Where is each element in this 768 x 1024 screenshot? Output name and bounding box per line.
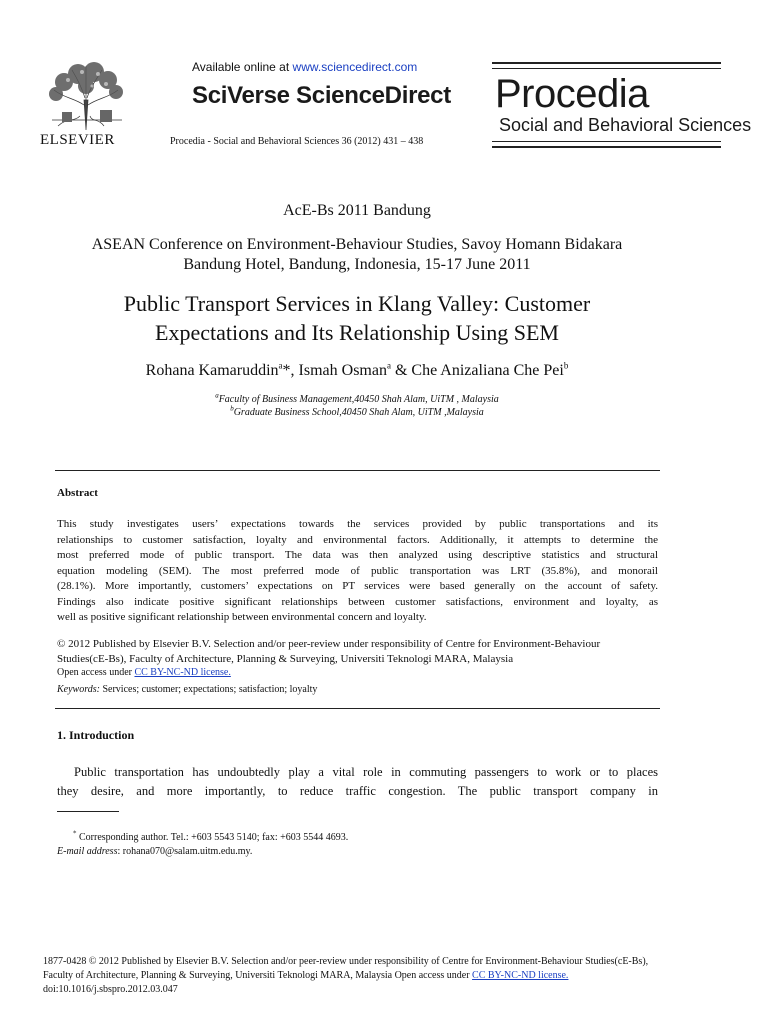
intro-line: they desire, and more importantly, to reduce traffic congestion. The public transport company in xyxy=(57,784,658,798)
paper-title-line-1: Public Transport Services in Klang Valley: Customer xyxy=(123,291,591,316)
paper-title-line-2: Expectations and Its Relationship Using SEM xyxy=(155,320,559,345)
footer-license-link[interactable]: CC BY-NC-ND license. xyxy=(472,970,569,981)
intro-heading: 1. Introduction xyxy=(57,728,135,742)
procedia-bottom-rule-1 xyxy=(492,141,721,142)
page-footer: 1877-0428 © 2012 Published by Elsevier B.V. Selection and/or peer-review under responsibility of Centre for Environment-Behaviour Studies(cE-Bs), Faculty of Architecture, Planning & Surveying, Universiti Teknologi MARA, Malaysia Open access under CC BY-NC-ND license. doi:10.1016/j.sbspro.2012.03.047 xyxy=(43,955,743,997)
sciencedirect-link[interactable]: www.sciencedirect.com xyxy=(292,60,418,74)
sciverse-logo: SciVerse ScienceDirect xyxy=(192,82,451,109)
intro-body xyxy=(57,763,658,801)
abstract-line: (28.1%). More importantly, customers’ expectations on PT services were based generally on the account of safety. xyxy=(57,580,658,592)
footnote-email: E-mail address: rohana070@salam.uitm.edu.my. xyxy=(57,846,253,857)
abstract-heading: Abstract xyxy=(57,487,98,499)
abstract-line: relationships to customer satisfaction, loyalty and environmental factors. Additionally, it attempts to determine the xyxy=(57,533,658,546)
footnote-rule xyxy=(57,811,119,812)
doi: doi:10.1016/j.sbspro.2012.03.047 xyxy=(43,984,178,995)
keywords: Keywords: Services; customer; expectations; satisfaction; loyalty xyxy=(57,684,318,695)
abstract-line: most preferred mode of public transport. The data was then analyzed using descriptive statistics and structural xyxy=(57,549,658,561)
conference-name: AcE-Bs 2011 Bandung xyxy=(283,202,431,219)
abstract-line: well as positive significant relationship between environmental concern and loyalty. xyxy=(57,611,427,623)
authors: Rohana Kamaruddin$^a$*, Ismah Osman$^a$ & Che Anizaliana Che Pei$^b$ xyxy=(145,360,569,379)
elsevier-tree-icon xyxy=(44,60,128,132)
abstract-bottom-rule xyxy=(55,708,660,709)
procedia-title: Procedia xyxy=(495,72,649,116)
affiliation-a: $^a$Faculty of Business Management,40450 Shah Alam, UiTM , Malaysia xyxy=(215,391,499,405)
available-online: Available online at www.sciencedirect.com xyxy=(192,60,418,74)
conference-line-2: Bandung Hotel, Bandung, Indonesia, 15-17 June 2011 xyxy=(183,256,531,273)
affiliation-b: $^b$Graduate Business School,40450 Shah Alam, UiTM ,Malaysia xyxy=(230,404,484,418)
abstract-body xyxy=(57,517,658,626)
procedia-top-rule-1 xyxy=(492,62,721,64)
elsevier-wordmark: ELSEVIER xyxy=(40,132,115,148)
journal-reference: Procedia - Social and Behavioral Sciences 36 (2012) 431 – 438 xyxy=(170,136,424,147)
abstract-line: Findings also indicate positive significant relationships between customer satisfactions, environment and loyalty, as xyxy=(57,595,658,608)
footnote-corresponding: * Corresponding author. Tel.: +603 5543 5140; fax: +603 5544 4693. xyxy=(73,829,349,843)
abstract-top-rule xyxy=(55,470,660,471)
intro-line: Public transportation has undoubtedly play a vital role in commuting passengers to work or to places xyxy=(74,765,658,779)
abstract-line: This study investigates users’ expectations towards the services provided by public transportations and its xyxy=(57,518,658,530)
license-link[interactable]: CC BY-NC-ND license. xyxy=(134,667,231,678)
procedia-bottom-rule-2 xyxy=(492,146,721,148)
copyright-notice: © 2012 Published by Elsevier B.V. Selection and/or peer-review under responsibility of Centre for Environment-Behaviour Studies(cE-Bs), Faculty of Architecture, Planning & Surveying, Universiti Teknologi MARA, Malaysia xyxy=(57,638,601,665)
procedia-subtitle: Social and Behavioral Sciences xyxy=(499,115,752,135)
open-access-line: Open access under CC BY-NC-ND license. xyxy=(57,667,231,678)
procedia-top-rule-2 xyxy=(492,68,721,69)
conference-line-1: ASEAN Conference on Environment-Behaviour Studies, Savoy Homann Bidakara xyxy=(91,236,623,253)
abstract-line: equation modeling (SEM). The most preferred mode of public transportation was LRT (35.8%), and monorail xyxy=(57,564,658,577)
